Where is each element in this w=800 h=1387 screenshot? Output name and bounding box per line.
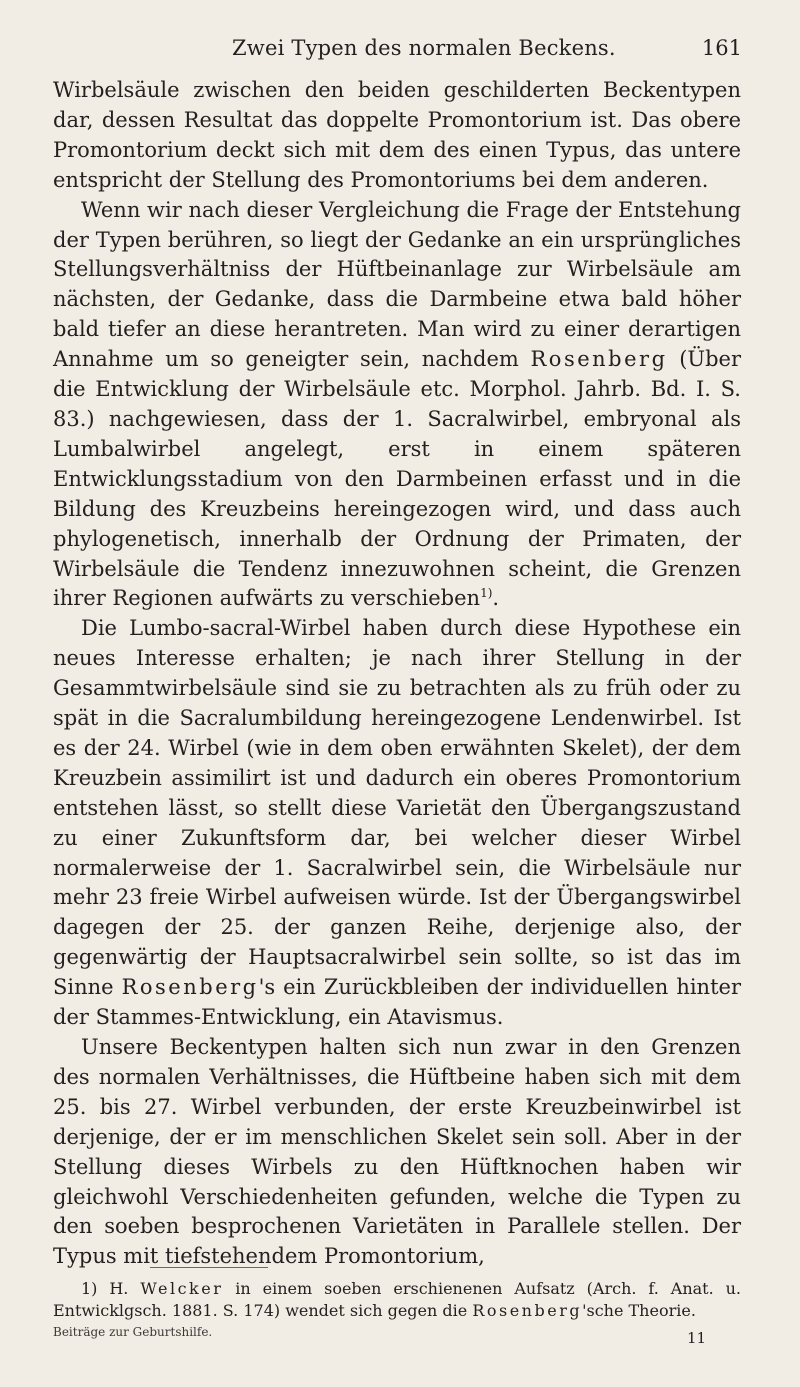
- body-text: [53, 76, 741, 1272]
- page-number: 161: [701, 36, 742, 60]
- printer-line: [53, 1325, 741, 1349]
- running-title: Zwei Typen des normalen Beckens.: [232, 36, 616, 60]
- printer-note: Beiträge zur Geburtshilfe.: [53, 1325, 213, 1339]
- paragraph-1: [53, 76, 741, 196]
- text-run: (Über die Entwicklung der Wirbelsäule etc. Morphol. Jahrb. Bd. I. S. 83.) nachgewiesen, dass der 1. Sacralwirbel, embryonal als Lumbalwirbel angelegt, erst in einem späteren Entwicklungsstadium von den Darmbeinen erfasst und in die Bildung des Kreuzbeins hereingezogen wird, und dass auch phylogenetisch, innerhalb der Ordnung der Primaten, der Wirbelsäule die Tendenz innezuwohnen scheint, die Grenzen ihrer Regionen aufwärts zu verschieben: [53, 347, 741, 611]
- text-run: 'sche Theorie.: [582, 1301, 696, 1320]
- author-name: Rosenberg: [121, 975, 259, 1000]
- paragraph-2: [53, 196, 741, 615]
- text-run: Wenn wir nach dieser Vergleichung die Frage der Entstehung der Typen berühren, so liegt der Gedanke an ein ursprüngliches Stellungsverhältniss der Hüftbeinanlage zur Wirbelsäule am nächsten, der Gedanke, dass die Darmbeine etwa bald höher bald tiefer an diese herantreten. Man wird zu einer derartigen Annahme um so geneigter sein, nachdem: [53, 197, 741, 372]
- text-run: Unsere Beckentypen halten sich nun zwar in den Grenzen des normalen Verhältnisses, die Hüftbeine haben sich mit dem 25. bis 27. Wirbel verbunden, der erste Kreuzbeinwirbel ist derjenige, der er im menschlichen Skelet sein soll. Aber in der Stellung dieses Wirbels zu den Hüftknochen haben wir gleichwohl Verschiedenheiten gefunden, welche die Typen zu den soeben besprochenen Varietäten in Parallele stellen. Der Typus mit tiefstehendem Promontorium,: [53, 1035, 741, 1269]
- footnote-divider: [150, 1267, 268, 1268]
- author-name: Rosenberg: [472, 1301, 583, 1320]
- paragraph-3: [53, 614, 741, 1033]
- footnote-text: [53, 1278, 741, 1322]
- running-head: [0, 36, 800, 66]
- text-run: Wirbelsäule zwischen den beiden geschilderten Beckentypen dar, dessen Resultat das doppelte Promontorium ist. Das obere Promontorium deckt sich mit dem des einen Typus, das untere entspricht der Stellung des Promontoriums bei dem anderen.: [53, 78, 741, 192]
- text-run: 's ein Zurückbleiben der individuellen hinter der Stammes-Entwicklung, ein Atavismus.: [53, 975, 741, 1030]
- author-name: Rosenberg: [530, 347, 668, 372]
- footnote-reference: 1): [480, 586, 493, 601]
- footnote: [53, 1278, 741, 1322]
- text-run: in einem soeben erschienenen Aufsatz (Arch. f. Anat. u. Entwicklgsch. 1881. S. 174) wendet sich gegen die: [53, 1279, 742, 1320]
- paragraph-4: [53, 1033, 741, 1272]
- signature-mark: 11: [687, 1329, 707, 1347]
- text-run: Die Lumbo-sacral-Wirbel haben durch diese Hypothese ein neues Interesse erhalten; je nach ihrer Stellung in der Gesammtwirbelsäule sind sie zu betrachten als zu früh oder zu spät in die Sacralumbildung hereingezogene Lendenwirbel. Ist es der 24. Wirbel (wie in dem oben erwähnten Skelet), der dem Kreuzbein assimilirt ist und dadurch ein oberes Promontorium entstehen lässt, so stellt diese Varietät den Übergangszustand zu einer Zukunftsform dar, bei welcher dieser Wirbel normalerweise der 1. Sacralwirbel sein, die Wirbelsäule nur mehr 23 freie Wirbel aufweisen würde. Ist der Übergangswirbel dagegen der 25. der ganzen Reihe, derjenige also, der gegenwärtig der Hauptsacralwirbel sein sollte, so ist das im Sinne: [53, 616, 741, 1000]
- text-run: 1) H.: [81, 1279, 141, 1298]
- author-name: Welcker: [140, 1279, 224, 1298]
- text-run: .: [492, 586, 500, 611]
